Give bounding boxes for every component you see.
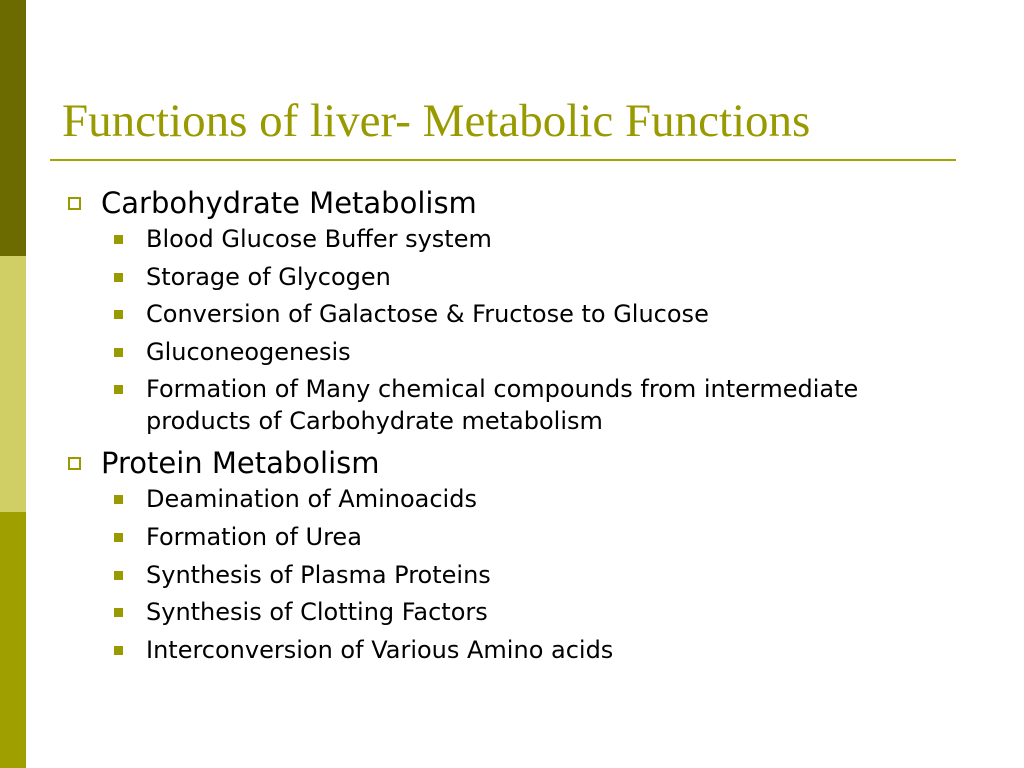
list-item-text: Formation of Many chemical compounds from intermediate products of Carbohydrate metabolism bbox=[146, 375, 859, 436]
list-item-text: Synthesis of Plasma Proteins bbox=[146, 560, 491, 589]
square-bullet-icon bbox=[114, 348, 123, 357]
bullet-list bbox=[64, 483, 964, 665]
sidebar-stripe-light bbox=[0, 256, 26, 512]
list-item-text: Synthesis of Clotting Factors bbox=[146, 598, 488, 627]
list-item-text: Blood Glucose Buffer system bbox=[146, 225, 492, 253]
section-heading-text: Carbohydrate Metabolism bbox=[101, 186, 477, 220]
section-protein-metabolism bbox=[64, 444, 964, 665]
list-item bbox=[64, 521, 964, 553]
list-item bbox=[64, 223, 964, 255]
list-item bbox=[64, 298, 964, 330]
square-bullet-icon bbox=[114, 385, 123, 394]
square-bullet-icon bbox=[114, 235, 123, 244]
list-item-text: Interconversion of Various Amino acids bbox=[146, 635, 614, 664]
list-item-text: Gluconeogenesis bbox=[146, 337, 351, 366]
list-item-text: Conversion of Galactose & Fructose to Glucose bbox=[146, 300, 709, 329]
square-bullet-icon bbox=[114, 495, 123, 504]
list-item-text: Formation of Urea bbox=[146, 522, 362, 551]
title-underline bbox=[50, 159, 956, 161]
slide-content bbox=[64, 184, 964, 673]
square-bullet-icon bbox=[114, 571, 123, 580]
slide-title: Functions of liver- Metabolic Functions bbox=[62, 95, 811, 147]
list-item-text: Storage of Glycogen bbox=[146, 262, 391, 291]
square-bullet-icon bbox=[114, 273, 123, 282]
list-item bbox=[64, 559, 964, 591]
square-bullet-icon bbox=[114, 608, 123, 617]
hollow-square-bullet-icon bbox=[68, 197, 81, 210]
square-bullet-icon bbox=[114, 310, 123, 319]
sidebar-stripe-dark bbox=[0, 0, 26, 256]
section-heading-text: Protein Metabolism bbox=[101, 446, 380, 481]
list-item bbox=[64, 634, 964, 666]
section-heading bbox=[64, 444, 964, 482]
square-bullet-icon bbox=[114, 533, 123, 542]
list-item bbox=[64, 261, 964, 293]
list-item-text: Deamination of Aminoacids bbox=[146, 485, 477, 514]
section-carbohydrate-metabolism bbox=[64, 184, 964, 437]
list-item bbox=[64, 336, 964, 368]
bullet-list bbox=[64, 223, 964, 437]
section-heading bbox=[64, 184, 964, 222]
hollow-square-bullet-icon bbox=[68, 457, 81, 470]
square-bullet-icon bbox=[114, 646, 123, 655]
list-item bbox=[64, 483, 964, 515]
list-item bbox=[64, 596, 964, 628]
sidebar-stripe-mid bbox=[0, 512, 26, 768]
list-item bbox=[64, 373, 964, 437]
